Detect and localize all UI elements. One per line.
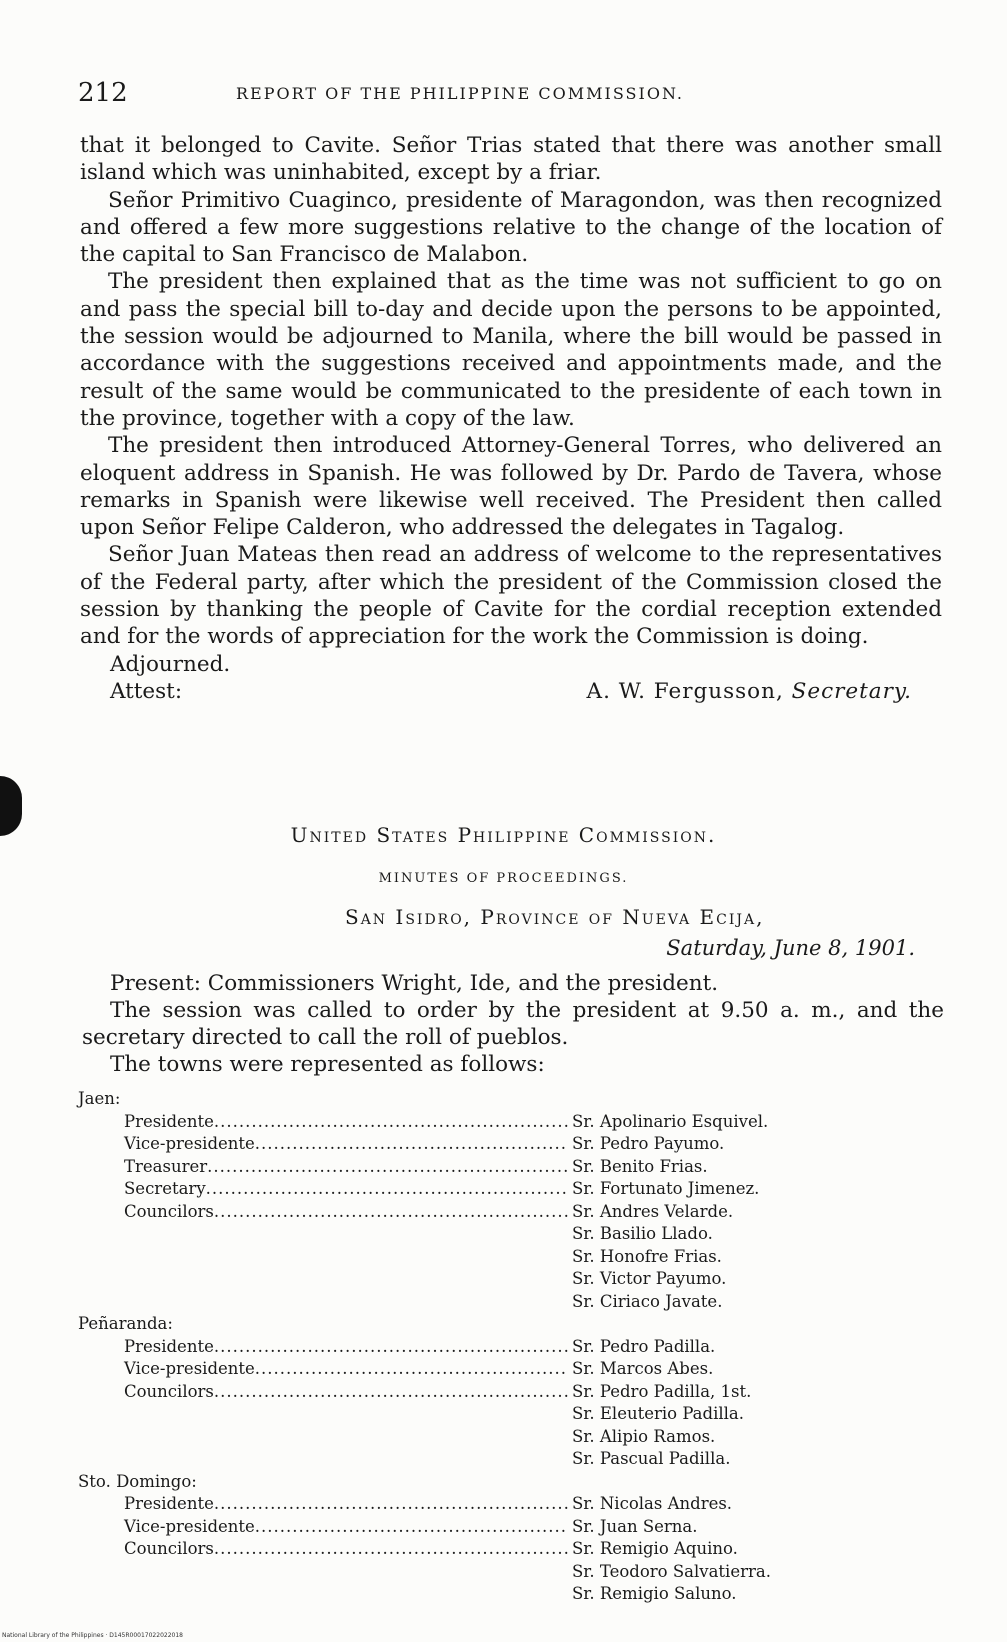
official-row: [78, 1336, 938, 1359]
leader-dots: [206, 1178, 568, 1201]
official-row: [78, 1448, 938, 1471]
official-title: [78, 1336, 568, 1359]
town-name: Jaen:: [78, 1089, 121, 1108]
official-name: Sr. Teodoro Salvatierra.: [572, 1561, 771, 1581]
running-title: REPORT OF THE PHILIPPINE COMMISSION.: [236, 84, 685, 103]
official-title: [78, 1403, 568, 1426]
official-title: [78, 1111, 568, 1134]
official-row: [78, 1246, 938, 1269]
attest-row: [80, 678, 942, 705]
meeting-place: San Isidro, Province of Nueva Ecija,: [345, 905, 765, 929]
paragraph: that it belonged to Cavite. Señor Trias stated that there was another small island which was uninhabited, except by a friar.: [80, 133, 942, 186]
leader-dots: [214, 1381, 568, 1404]
official-title: [78, 1426, 568, 1449]
official-name: Sr. Apolinario Esquivel.: [572, 1111, 769, 1131]
official-row: [78, 1426, 938, 1449]
paragraph: The session was called to order by the president at 9.50 a. m., and the secretary directed to call the roll of pueblos.: [82, 998, 944, 1050]
signature: [587, 678, 942, 705]
official-name: Sr. Victor Payumo.: [572, 1269, 727, 1288]
official-name: Sr. Pedro Padilla.: [572, 1336, 716, 1356]
official-row: [78, 1583, 938, 1606]
town-name: Peñaranda:: [78, 1314, 173, 1333]
official-title-label: Vice-presidente: [124, 1516, 255, 1536]
official-row: [78, 1111, 938, 1134]
section-subheading: MINUTES OF PROCEEDINGS.: [378, 871, 629, 886]
official-row: [78, 1201, 938, 1224]
paragraph: The president then explained that as the time was not sufficient to go on and pass the special bill to-day and decide upon the persons to be appointed, the session would be adjourned to Manila, where the bill would be passed in accordance with the suggestions received and appointments made, and the result of the same would be communicated to the presidente of each town in the province, together with a copy of the law.: [80, 269, 942, 431]
official-name: Sr. Ciriaco Javate.: [572, 1291, 723, 1311]
leader-dots: [214, 1111, 568, 1134]
official-title: [78, 1583, 568, 1606]
attest-label: Attest:: [110, 678, 183, 704]
official-title: [78, 1493, 568, 1516]
official-title: [78, 1538, 568, 1561]
leader-dots: [214, 1201, 568, 1224]
official-name: Sr. Pascual Padilla.: [572, 1449, 731, 1468]
adjourned-line: Adjourned.: [110, 651, 231, 677]
official-title: [78, 1246, 568, 1269]
leader-dots: [255, 1516, 568, 1539]
official-title: [78, 1291, 568, 1314]
leader-dots: [255, 1133, 568, 1156]
official-name: Sr. Alipio Ramos.: [572, 1426, 716, 1446]
official-row: [78, 1178, 938, 1201]
official-title-label: Secretary: [124, 1179, 206, 1198]
leader-dots: [207, 1156, 568, 1179]
official-name: Sr. Remigio Saluno.: [572, 1584, 737, 1603]
paragraph: Present: Commissioners Wright, Ide, and the president.: [110, 971, 719, 996]
scan-footer: National Library of the Philippines · D145R00017022022018: [2, 1632, 183, 1639]
page-header: [78, 78, 938, 108]
paragraph: Señor Juan Mateas then read an address of welcome to the representatives of the Federal party, after which the president of the Commission closed the session by thanking the people of Cavite for the cordial reception extended and for the words of appreciation for the work the Commission is doing.: [80, 542, 942, 650]
official-name: Sr. Nicolas Andres.: [572, 1494, 733, 1513]
official-name: Sr. Pedro Payumo.: [572, 1134, 725, 1153]
town-roster: [78, 1088, 938, 1606]
body-text: [80, 132, 942, 705]
paragraph: The towns were represented as follows:: [110, 1052, 545, 1077]
official-title: [78, 1516, 568, 1539]
official-title-label: Treasurer: [124, 1156, 208, 1176]
section-heading: United States Philippine Commission.: [290, 823, 717, 847]
official-row: [78, 1291, 938, 1314]
official-title-label: Presidente: [124, 1111, 214, 1131]
official-name: Sr. Andres Velarde.: [572, 1201, 734, 1221]
official-row: [78, 1156, 938, 1179]
paragraph: The president then introduced Attorney-General Torres, who delivered an eloquent address in Spanish. He was followed by Dr. Pardo de Tavera, whose remarks in Spanish were likewise well received. The President then called upon Señor Felipe Calderon, who addressed the delegates in Tagalog.: [80, 433, 942, 541]
official-row: [78, 1223, 938, 1246]
leader-dots: [214, 1336, 568, 1359]
official-row: [78, 1133, 938, 1156]
official-name: Sr. Benito Frias.: [572, 1156, 708, 1176]
official-row: [78, 1358, 938, 1381]
official-title: [78, 1133, 568, 1156]
leader-dots: [214, 1538, 568, 1561]
official-title: [78, 1201, 568, 1224]
official-row: [78, 1516, 938, 1539]
official-title-label: Councilors: [124, 1201, 214, 1221]
official-title: [78, 1156, 568, 1179]
official-name: Sr. Honofre Frias.: [572, 1246, 722, 1266]
official-title: [78, 1561, 568, 1584]
official-title-label: Vice-presidente: [124, 1134, 255, 1153]
official-title: [78, 1178, 568, 1201]
town-name: Sto. Domingo:: [78, 1471, 197, 1491]
official-name: Sr. Fortunato Jimenez.: [572, 1179, 760, 1198]
page-number: 212: [78, 78, 128, 108]
official-name: Sr. Remigio Aquino.: [572, 1539, 738, 1558]
leader-dots: [214, 1493, 568, 1516]
paragraph: Señor Primitivo Cuaginco, presidente of Maragondon, was then recognized and offered a few more suggestions relative to the change of the location of the capital to San Francisco de Malabon.: [80, 187, 942, 268]
official-title: [78, 1268, 568, 1291]
official-row: [78, 1538, 938, 1561]
official-name: Sr. Marcos Abes.: [572, 1359, 714, 1378]
official-title-label: Vice-presidente: [124, 1359, 255, 1378]
official-name: Sr. Juan Serna.: [572, 1516, 698, 1536]
closing-block: [80, 651, 942, 705]
minutes-text: [82, 970, 944, 1078]
leader-dots: [255, 1358, 568, 1381]
official-title: [78, 1448, 568, 1471]
official-name: Sr. Eleuterio Padilla.: [572, 1404, 744, 1423]
official-title: [78, 1223, 568, 1246]
official-row: [78, 1381, 938, 1404]
official-title: [78, 1358, 568, 1381]
meeting-date: Saturday, June 8, 1901.: [666, 936, 915, 960]
official-title-label: Councilors: [124, 1539, 214, 1558]
official-row: [78, 1561, 938, 1584]
official-name: Sr. Basilio Llado.: [572, 1224, 713, 1243]
signer-title: Secretary.: [791, 678, 912, 704]
official-row: [78, 1493, 938, 1516]
official-title-label: Presidente: [124, 1336, 214, 1356]
official-row: [78, 1268, 938, 1291]
official-title-label: Presidente: [124, 1494, 214, 1513]
official-title: [78, 1381, 568, 1404]
signer-name: A. W. Fergusson,: [586, 678, 784, 704]
official-title-label: Councilors: [124, 1381, 214, 1401]
official-row: [78, 1403, 938, 1426]
official-name: Sr. Pedro Padilla, 1st.: [572, 1381, 752, 1401]
